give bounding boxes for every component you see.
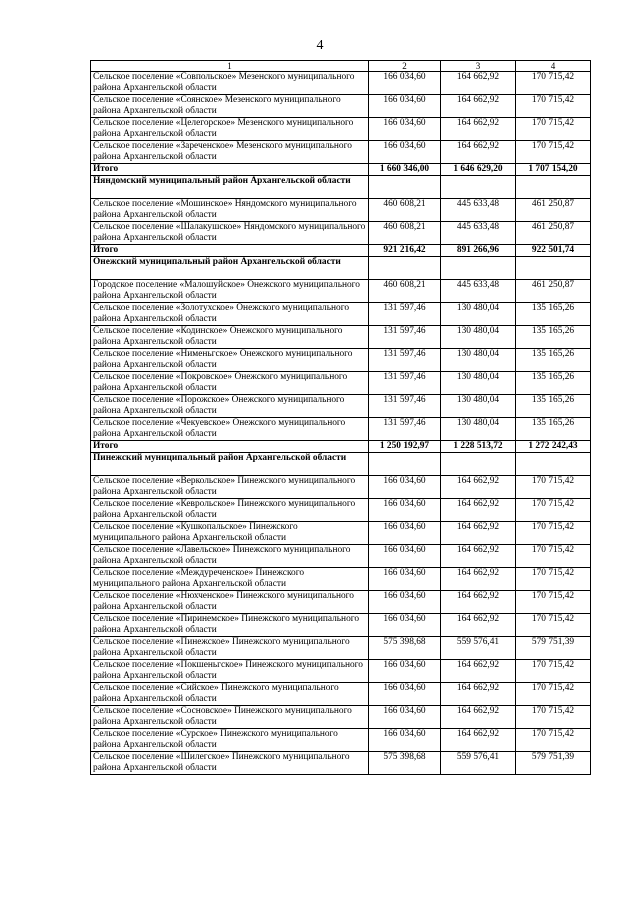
table-row [91,72,591,95]
table-row [91,95,591,118]
amount-year-2: 445 633,48 [441,199,516,222]
amount-year-1: 131 597,46 [369,303,441,326]
empty-cell [516,176,591,199]
empty-cell [441,453,516,476]
amount-year-2: 445 633,48 [441,222,516,245]
total-label: Итого [91,164,369,176]
settlement-name: Сельское поселение «Нюхченское» Пинежского муниципального района Архангельской области [91,591,369,614]
table-row [91,660,591,683]
amount-year-3: 579 751,39 [516,637,591,660]
amount-year-1: 1 660 346,00 [369,164,441,176]
amount-year-3: 170 715,42 [516,706,591,729]
total-label: Итого [91,441,369,453]
empty-cell [441,257,516,280]
amount-year-3: 170 715,42 [516,591,591,614]
table-row [91,614,591,637]
amount-year-2: 164 662,92 [441,660,516,683]
table-row [91,545,591,568]
amount-year-2: 164 662,92 [441,476,516,499]
settlement-name: Сельское поселение «Шалакушское» Няндомского муниципального района Архангельской области [91,222,369,245]
table-row [91,729,591,752]
amount-year-3: 461 250,87 [516,280,591,303]
amount-year-3: 170 715,42 [516,141,591,164]
amount-year-2: 164 662,92 [441,545,516,568]
table-row [91,395,591,418]
district-section-row [91,257,591,280]
amount-year-2: 164 662,92 [441,499,516,522]
column-header: 4 [516,61,591,72]
settlement-name: Сельское поселение «Покшеньгское» Пинежского муниципального района Архангельской области [91,660,369,683]
amount-year-1: 460 608,21 [369,222,441,245]
amount-year-2: 164 662,92 [441,72,516,95]
amount-year-1: 166 034,60 [369,95,441,118]
amount-year-1: 166 034,60 [369,476,441,499]
amount-year-1: 166 034,60 [369,706,441,729]
amount-year-2: 130 480,04 [441,349,516,372]
amount-year-1: 166 034,60 [369,141,441,164]
amount-year-1: 131 597,46 [369,395,441,418]
settlement-name: Сельское поселение «Сурское» Пинежского муниципального района Архангельской области [91,729,369,752]
table-row [91,499,591,522]
settlement-name: Сельское поселение «Шилегское» Пинежского муниципального района Архангельской области [91,752,369,775]
table-row [91,568,591,591]
table-row [91,683,591,706]
table-row [91,476,591,499]
amount-year-2: 130 480,04 [441,326,516,349]
settlement-name: Сельское поселение «Кушкопальское» Пинежского муниципального района Архангельской области [91,522,369,545]
amount-year-2: 164 662,92 [441,95,516,118]
amount-year-2: 164 662,92 [441,118,516,141]
settlement-name: Сельское поселение «Междуреченское» Пинежского муниципального района Архангельской области [91,568,369,591]
amount-year-1: 460 608,21 [369,280,441,303]
table-row [91,706,591,729]
amount-year-3: 135 165,26 [516,303,591,326]
amount-year-2: 130 480,04 [441,418,516,441]
page-number: 4 [316,38,324,53]
amount-year-1: 166 034,60 [369,729,441,752]
settlement-name: Сельское поселение «Кодинское» Онежского муниципального района Архангельской области [91,326,369,349]
table-body [91,61,591,775]
amount-year-3: 170 715,42 [516,476,591,499]
amount-year-1: 166 034,60 [369,660,441,683]
amount-year-2: 164 662,92 [441,141,516,164]
amount-year-2: 559 576,41 [441,752,516,775]
amount-year-2: 130 480,04 [441,372,516,395]
amount-year-3: 922 501,74 [516,245,591,257]
amount-year-3: 461 250,87 [516,199,591,222]
amount-year-3: 170 715,42 [516,614,591,637]
amount-year-2: 164 662,92 [441,706,516,729]
amount-year-3: 1 707 154,20 [516,164,591,176]
total-label: Итого [91,245,369,257]
district-section-row [91,453,591,476]
amount-year-3: 170 715,42 [516,95,591,118]
settlement-name: Сельское поселение «Лавельское» Пинежского муниципального района Архангельской области [91,545,369,568]
amount-year-2: 130 480,04 [441,395,516,418]
settlement-name: Городское поселение «Малошуйское» Онежского муниципального района Архангельской области [91,280,369,303]
amount-year-2: 891 266,96 [441,245,516,257]
amount-year-3: 135 165,26 [516,349,591,372]
settlement-name: Сельское поселение «Сийское» Пинежского муниципального района Архангельской области [91,683,369,706]
amount-year-3: 170 715,42 [516,118,591,141]
amount-year-1: 166 034,60 [369,499,441,522]
empty-cell [516,257,591,280]
amount-year-2: 1 228 513,72 [441,441,516,453]
district-name: Пинежский муниципальный район Архангельской области [91,453,369,476]
settlement-name: Сельское поселение «Покровское» Онежского муниципального района Архангельской области [91,372,369,395]
settlement-name: Сельское поселение «Целегорское» Мезенского муниципального района Архангельской области [91,118,369,141]
amount-year-3: 461 250,87 [516,222,591,245]
district-name: Няндомский муниципальный район Архангельской области [91,176,369,199]
amount-year-1: 1 250 192,97 [369,441,441,453]
column-header: 2 [369,61,441,72]
amount-year-1: 575 398,68 [369,637,441,660]
total-row [91,441,591,453]
settlement-name: Сельское поселение «Сосновское» Пинежского муниципального района Архангельской области [91,706,369,729]
district-name: Онежский муниципальный район Архангельской области [91,257,369,280]
table-row [91,326,591,349]
table-row [91,591,591,614]
settlement-name: Сельское поселение «Веркольское» Пинежского муниципального района Архангельской области [91,476,369,499]
amount-year-1: 575 398,68 [369,752,441,775]
amount-year-1: 921 216,42 [369,245,441,257]
amount-year-2: 164 662,92 [441,729,516,752]
amount-year-1: 166 034,60 [369,614,441,637]
settlement-name: Сельское поселение «Соянское» Мезенского муниципального района Архангельской области [91,95,369,118]
settlement-name: Сельское поселение «Порожское» Онежского муниципального района Архангельской области [91,395,369,418]
amount-year-3: 170 715,42 [516,545,591,568]
empty-cell [369,257,441,280]
amount-year-3: 135 165,26 [516,418,591,441]
amount-year-2: 445 633,48 [441,280,516,303]
amount-year-3: 135 165,26 [516,326,591,349]
amount-year-2: 559 576,41 [441,637,516,660]
amount-year-1: 166 034,60 [369,591,441,614]
amount-year-1: 166 034,60 [369,683,441,706]
table-row [91,303,591,326]
table-row [91,118,591,141]
empty-cell [369,176,441,199]
total-row [91,245,591,257]
column-header: 3 [441,61,516,72]
amount-year-3: 170 715,42 [516,522,591,545]
settlement-name: Сельское поселение «Зареченское» Мезенского муниципального района Архангельской области [91,141,369,164]
amount-year-1: 166 034,60 [369,72,441,95]
settlement-name: Сельское поселение «Мошинское» Няндомского муниципального района Архангельской области [91,199,369,222]
empty-cell [516,453,591,476]
table-row [91,637,591,660]
amount-year-3: 135 165,26 [516,372,591,395]
amount-year-2: 164 662,92 [441,683,516,706]
settlement-name: Сельское поселение «Кеврольское» Пинежского муниципального района Архангельской области [91,499,369,522]
settlement-name: Сельское поселение «Пинежское» Пинежского муниципального района Архангельской области [91,637,369,660]
column-number-header [91,61,591,72]
amount-year-2: 130 480,04 [441,303,516,326]
empty-cell [441,176,516,199]
settlement-name: Сельское поселение «Совпольское» Мезенского муниципального района Архангельской области [91,72,369,95]
table-row [91,752,591,775]
district-section-row [91,176,591,199]
table-row [91,222,591,245]
amount-year-3: 579 751,39 [516,752,591,775]
settlement-name: Сельское поселение «Нименьгское» Онежского муниципального района Архангельской области [91,349,369,372]
amount-year-1: 131 597,46 [369,372,441,395]
empty-cell [369,453,441,476]
amount-year-3: 170 715,42 [516,568,591,591]
total-row [91,164,591,176]
amount-year-1: 166 034,60 [369,522,441,545]
amount-year-2: 164 662,92 [441,614,516,637]
amount-year-2: 164 662,92 [441,522,516,545]
table-row [91,418,591,441]
table-row [91,522,591,545]
amount-year-1: 460 608,21 [369,199,441,222]
table-row [91,372,591,395]
column-header: 1 [91,61,369,72]
amount-year-1: 166 034,60 [369,545,441,568]
amount-year-1: 166 034,60 [369,118,441,141]
amount-year-1: 131 597,46 [369,326,441,349]
amount-year-2: 1 646 629,20 [441,164,516,176]
settlement-name: Сельское поселение «Чекуевское» Онежского муниципального района Архангельской области [91,418,369,441]
table-row [91,280,591,303]
settlement-name: Сельское поселение «Пиринемское» Пинежского муниципального района Архангельской области [91,614,369,637]
amount-year-3: 135 165,26 [516,395,591,418]
amount-year-2: 164 662,92 [441,591,516,614]
amount-year-3: 170 715,42 [516,499,591,522]
budget-table [90,60,591,775]
amount-year-3: 1 272 242,43 [516,441,591,453]
table-row [91,349,591,372]
amount-year-1: 131 597,46 [369,418,441,441]
table-row [91,141,591,164]
amount-year-1: 166 034,60 [369,568,441,591]
settlement-name: Сельское поселение «Золотухское» Онежского муниципального района Архангельской области [91,303,369,326]
amount-year-3: 170 715,42 [516,72,591,95]
amount-year-3: 170 715,42 [516,660,591,683]
amount-year-2: 164 662,92 [441,568,516,591]
table-row [91,199,591,222]
amount-year-3: 170 715,42 [516,683,591,706]
amount-year-1: 131 597,46 [369,349,441,372]
amount-year-3: 170 715,42 [516,729,591,752]
